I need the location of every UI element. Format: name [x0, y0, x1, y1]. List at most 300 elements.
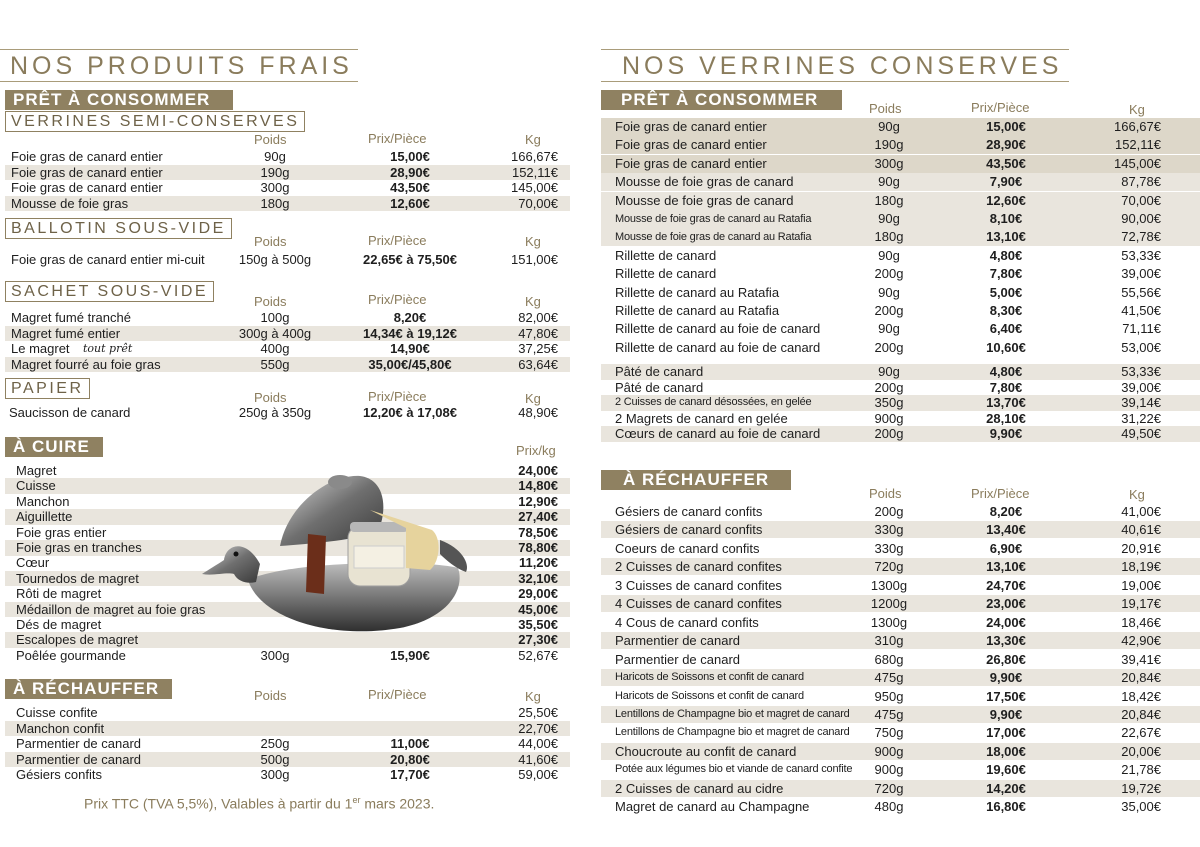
right-title-rule-top	[601, 49, 1069, 50]
item-poids: 475g	[874, 670, 904, 686]
table-row	[601, 210, 1200, 228]
item-kg: 63,64€	[518, 356, 558, 372]
hdr-prix: Prix/Pièce	[971, 486, 1030, 501]
item-name: Choucroute au confit de canard	[615, 743, 797, 759]
item-prix: 8,10€	[989, 211, 1023, 226]
item-poids: 200g	[874, 339, 904, 355]
item-poids: 400g	[260, 341, 290, 356]
item-prix: 28,10€	[986, 410, 1026, 426]
hdr-poids: Poids	[254, 390, 287, 405]
item-kg: 22,70€	[518, 720, 558, 736]
item-name: Magret fumé tranché	[11, 310, 131, 325]
hdr-prix-kg: Prix/kg	[516, 443, 556, 458]
item-poids: 1200g	[870, 596, 908, 612]
item-prix: 9,90€	[989, 426, 1023, 441]
item-poids: 180g	[874, 229, 904, 245]
table-row	[601, 521, 1200, 538]
item-poids: 190g	[260, 164, 290, 180]
item-name: Coeurs de canard confits	[615, 540, 760, 556]
item-poids: 150g à 500g	[238, 252, 312, 267]
item-kg: 53,00€	[1121, 339, 1161, 355]
item-prix: 27,40€	[518, 509, 558, 525]
item-kg: 35,00€	[1121, 799, 1161, 815]
item-prix: 15,00€	[390, 149, 430, 164]
hdr-poids: Poids	[869, 101, 902, 116]
item-prix: 29,00€	[518, 586, 558, 602]
item-prix: 35,00€/45,80€	[368, 356, 452, 372]
item-poids: 200g	[874, 504, 904, 519]
item-name: Mousse de foie gras de canard au Ratafia	[615, 231, 812, 244]
item-name: Parmentier de canard	[615, 633, 741, 649]
table-row	[601, 192, 1200, 210]
item-prix: 4,80€	[989, 364, 1023, 379]
table-row	[5, 405, 570, 421]
table-row	[601, 724, 1200, 741]
table-row	[601, 136, 1200, 154]
item-kg: 72,78€	[1121, 229, 1161, 245]
item-name: Parmentier de canard	[16, 751, 142, 767]
table-row	[5, 149, 570, 165]
item-name: Poêlée gourmande	[16, 647, 126, 663]
item-poids: 900g	[874, 762, 904, 778]
item-poids: 300g	[260, 647, 290, 663]
item-kg: 71,11€	[1122, 321, 1161, 337]
left-title-rule-bottom	[0, 81, 358, 82]
item-name: Foie gras entier	[16, 524, 107, 540]
item-kg: 87,78€	[1121, 174, 1161, 190]
item-name: Escalopes de magret	[16, 632, 139, 648]
item-name: Cuisse	[16, 478, 56, 494]
item-kg: 151,00€	[511, 252, 558, 267]
table-row	[5, 341, 570, 357]
hdr-prix: Prix/Pièce	[368, 389, 427, 404]
item-name: 4 Cous de canard confits	[615, 614, 759, 630]
section-label-papier: PAPIER	[5, 378, 90, 399]
item-name: 2 Magrets de canard en gelée	[615, 410, 788, 426]
table-row	[601, 284, 1200, 302]
table-row	[601, 339, 1200, 357]
item-prix: 32,10€	[518, 570, 558, 586]
table-row	[601, 614, 1200, 631]
item-name: Rillette de canard au foie de canard	[615, 321, 821, 337]
item-name: Lentillons de Champagne bio et magret de canard	[615, 707, 850, 720]
table-row	[601, 632, 1200, 649]
item-poids: 90g	[878, 284, 900, 300]
item-name: Cœurs de canard au foie de canard	[615, 426, 821, 441]
item-poids: 300g à 400g	[238, 325, 312, 341]
item-prix: 43,50€	[390, 180, 430, 195]
item-kg: 44,00€	[518, 736, 558, 751]
item-kg: 41,00€	[1121, 504, 1161, 519]
item-prix: 13,40€	[986, 522, 1026, 538]
item-poids: 90g	[878, 174, 900, 190]
item-kg: 22,67€	[1121, 725, 1161, 741]
item-prix: 7,90€	[989, 174, 1023, 190]
right-title: NOS VERRINES CONSERVES	[622, 52, 1063, 80]
footer-end: mars 2023.	[360, 795, 435, 812]
table-row	[601, 577, 1200, 594]
item-name: Mousse de foie gras	[11, 195, 129, 211]
table-row	[601, 380, 1200, 396]
item-prix: 22,65€ à 75,50€	[363, 252, 457, 267]
left-rechauffer-band: À RÉCHAUFFER	[5, 679, 172, 699]
item-prix: 24,00€	[986, 614, 1026, 630]
item-name: Magret	[16, 463, 57, 478]
hdr-prix: Prix/Pièce	[368, 131, 427, 146]
item-name: Rillette de canard au Ratafia	[615, 303, 780, 318]
hdr-poids: Poids	[254, 234, 287, 249]
item-name: Potée aux légumes bio et viande de canard confite	[615, 763, 853, 776]
item-poids: 1300g	[870, 614, 908, 630]
item-kg: 20,00€	[1121, 743, 1161, 759]
table-row	[601, 651, 1200, 668]
item-prix: 17,00€	[986, 725, 1026, 741]
item-name: Gésiers confits	[16, 767, 102, 782]
table-row	[5, 310, 570, 326]
item-prix: 27,30€	[518, 632, 558, 648]
item-kg: 145,00€	[511, 180, 558, 195]
item-prix: 15,00€	[986, 119, 1026, 134]
item-kg: 41,50€	[1121, 303, 1161, 318]
item-poids: 190g	[874, 137, 904, 153]
item-name: Pâté de canard	[615, 379, 704, 395]
item-poids: 300g	[260, 767, 290, 782]
item-name: Rillette de canard au Ratafia	[615, 284, 780, 300]
item-name: Magret fumé entier	[11, 325, 121, 341]
table-row	[601, 426, 1200, 442]
item-poids: 200g	[874, 266, 904, 282]
table-row	[601, 706, 1200, 723]
table-row	[601, 558, 1200, 575]
item-kg: 21,78€	[1121, 762, 1161, 778]
item-kg: 39,00€	[1121, 266, 1161, 282]
table-row	[601, 503, 1200, 520]
item-name: Saucisson de canard	[9, 405, 131, 420]
item-prix: 8,30€	[989, 303, 1023, 318]
table-row	[5, 705, 570, 721]
item-prix: 14,20€	[986, 780, 1026, 796]
table-row	[601, 395, 1200, 411]
item-piece: 15,90€	[390, 647, 430, 663]
hdr-poids: Poids	[254, 132, 287, 147]
left-title: NOS PRODUITS FRAIS	[10, 52, 353, 80]
table-row	[601, 118, 1200, 136]
item-poids: 90g	[878, 119, 900, 134]
table-row	[601, 155, 1200, 173]
item-name: Foie gras de canard entier	[615, 119, 767, 134]
table-row	[5, 648, 570, 664]
item-name: Dés de magret	[16, 617, 102, 632]
item-name: Parmentier de canard	[16, 736, 142, 751]
item-prix: 23,00€	[986, 596, 1026, 612]
table-row	[601, 688, 1200, 705]
right-pret-band: PRÊT À CONSOMMER	[601, 90, 842, 110]
item-poids: 500g	[260, 751, 290, 767]
item-kg: 18,19€	[1121, 559, 1161, 575]
item-kg: 166,67€	[1114, 119, 1161, 134]
item-prix: 43,50€	[986, 155, 1026, 171]
item-poids: 90g	[878, 321, 900, 337]
table-row	[601, 780, 1200, 797]
table-row	[601, 411, 1200, 427]
item-poids: 475g	[874, 706, 904, 722]
item-kg: 19,17€	[1121, 596, 1161, 612]
item-prix: 26,80€	[986, 651, 1026, 667]
table-row	[5, 180, 570, 196]
item-prix: 12,90€	[518, 493, 558, 509]
table-row	[601, 228, 1200, 246]
item-kg: 53,33€	[1121, 247, 1161, 263]
item-name: Lentillons de Champagne bio et magret de canard	[615, 726, 850, 739]
table-row	[5, 357, 570, 373]
item-name: Médaillon de magret au foie gras	[16, 601, 206, 617]
item-kg: 20,84€	[1121, 670, 1161, 686]
item-poids: 900g	[874, 410, 904, 426]
table-row	[601, 265, 1200, 283]
table-row	[5, 326, 570, 342]
item-name: Aiguillette	[16, 509, 73, 525]
item-name: Gésiers de canard confits	[615, 504, 763, 519]
item-prix: 6,90€	[989, 540, 1023, 556]
item-prix: 16,80€	[986, 799, 1026, 815]
item-name: Le magret	[11, 341, 70, 356]
item-name: Haricots de Soissons et confit de canard	[615, 671, 804, 684]
item-name: Gésiers de canard confits	[615, 522, 763, 538]
hdr-kg: Kg	[1129, 102, 1145, 117]
item-poids: 300g	[260, 180, 290, 195]
item-prix: 17,50€	[986, 688, 1026, 704]
item-prix: 12,60€	[986, 192, 1026, 208]
item-name: Foie gras de canard entier	[615, 137, 767, 153]
item-poids: 750g	[874, 725, 904, 741]
item-poids: 950g	[874, 688, 904, 704]
item-name: Rillette de canard	[615, 266, 717, 282]
item-name: Foie gras de canard entier mi-cuit	[11, 252, 205, 267]
item-prix: 12,60€	[390, 195, 430, 211]
item-kg: 25,50€	[518, 705, 558, 720]
item-poids: 720g	[874, 780, 904, 796]
item-name: 2 Cuisses de canard au cidre	[615, 780, 784, 796]
item-prix: 4,80€	[989, 247, 1023, 263]
item-kg: 39,14€	[1121, 395, 1161, 410]
item-prix: 9,90€	[989, 670, 1023, 686]
item-kg: 70,00€	[518, 195, 558, 211]
item-prix: 78,50€	[518, 524, 558, 540]
item-prix: 14,90€	[390, 341, 430, 356]
item-prix: 13,10€	[986, 229, 1026, 245]
item-poids: 250g	[260, 736, 290, 751]
table-row	[601, 173, 1200, 191]
item-poids: 250g à 350g	[238, 405, 312, 420]
item-kg: 18,42€	[1121, 688, 1161, 704]
hdr-kg: Kg	[525, 689, 541, 704]
item-kg: 40,61€	[1121, 522, 1161, 538]
item-kg: 49,50€	[1121, 426, 1161, 441]
item-name-script: tout prêt	[83, 342, 133, 355]
hdr-prix: Prix/Pièce	[971, 100, 1030, 115]
item-prix: 11,00€	[390, 736, 430, 751]
item-prix: 6,40€	[989, 321, 1023, 337]
item-kg: 145,00€	[1114, 155, 1161, 171]
footer-text: Prix TTC (TVA 5,5%), Valables à partir du 1	[84, 795, 353, 812]
item-kg: 70,00€	[1121, 192, 1161, 208]
item-poids: 90g	[878, 364, 900, 379]
item-name: Pâté de canard	[615, 364, 704, 379]
item-name: Rillette de canard au foie de canard	[615, 339, 821, 355]
item-poids: 300g	[874, 155, 904, 171]
item-poids: 480g	[874, 799, 904, 815]
item-poids: 90g	[878, 247, 900, 263]
table-row	[5, 196, 570, 212]
table-row	[601, 669, 1200, 686]
item-name: Foie gras de canard entier	[11, 180, 163, 195]
item-prix: 35,50€	[518, 617, 558, 632]
left-title-rule-top	[0, 49, 358, 50]
item-kg: 42,90€	[1121, 633, 1161, 649]
item-name: Foie gras de canard entier	[11, 164, 163, 180]
hdr-poids: Poids	[254, 294, 287, 309]
table-row	[5, 165, 570, 181]
item-name: 4 Cuisses de canard confites	[615, 596, 782, 612]
item-prix: 13,70€	[986, 395, 1026, 410]
table-row	[5, 252, 570, 268]
table-row	[601, 320, 1200, 338]
duck-tureen-illustration	[200, 468, 472, 636]
item-prix: 14,34€ à 19,12€	[363, 325, 457, 341]
item-prix: 13,10€	[986, 559, 1026, 575]
item-name: 2 Cuisses de canard désossées, en gelée	[615, 396, 812, 408]
item-prix: 8,20€	[989, 504, 1023, 519]
footer-sup: er	[352, 795, 361, 805]
section-label-ballotin: BALLOTIN SOUS-VIDE	[5, 218, 232, 239]
item-prix: 28,90€	[390, 164, 430, 180]
hdr-kg: Kg	[1129, 487, 1145, 502]
item-name: Manchon confit	[16, 720, 105, 736]
item-poids: 330g	[874, 540, 904, 556]
item-kg: 152,11€	[511, 164, 558, 180]
item-poids: 90g	[264, 149, 286, 164]
item-prix: 24,00€	[518, 463, 558, 478]
table-row	[5, 721, 570, 737]
item-poids: 720g	[874, 559, 904, 575]
item-prix: 13,30€	[986, 633, 1026, 649]
item-kg: 48,90€	[518, 405, 558, 420]
item-poids: 550g	[260, 356, 290, 372]
table-row	[5, 767, 570, 783]
table-row	[5, 736, 570, 752]
item-prix: 45,00€	[518, 601, 558, 617]
table-row	[601, 743, 1200, 760]
item-name: 3 Cuisses de canard confites	[615, 577, 782, 593]
table-row	[601, 761, 1200, 778]
item-name: Mousse de foie gras de canard	[615, 192, 794, 208]
right-title-rule-bottom	[601, 81, 1069, 82]
item-poids: 200g	[874, 426, 904, 441]
item-kg: 37,25€	[518, 341, 558, 356]
item-kg: 53,33€	[1121, 364, 1161, 379]
item-kg: 18,46€	[1121, 614, 1161, 630]
item-prix: 17,70€	[390, 767, 430, 782]
item-prix: 19,60€	[986, 762, 1026, 778]
item-kg: 20,84€	[1121, 706, 1161, 722]
item-poids: 310g	[874, 633, 904, 649]
table-row	[601, 302, 1200, 320]
item-kg: 82,00€	[518, 310, 558, 325]
table-row	[601, 540, 1200, 557]
item-name: Magret fourré au foie gras	[11, 356, 161, 372]
item-name: Mousse de foie gras de canard	[615, 174, 794, 190]
table-row	[5, 752, 570, 768]
hdr-poids: Poids	[869, 486, 902, 501]
item-prix: 20,80€	[390, 751, 430, 767]
left-pret-band: PRÊT À CONSOMMER	[5, 90, 233, 110]
hdr-kg: Kg	[525, 294, 541, 309]
item-prix: 5,00€	[989, 284, 1023, 300]
item-name: Rôti de magret	[16, 586, 102, 602]
item-kg: 19,72€	[1121, 780, 1161, 796]
item-name: Manchon	[16, 493, 70, 509]
item-name: Magret de canard au Champagne	[615, 799, 810, 815]
item-poids: 180g	[260, 195, 290, 211]
item-prix: 24,70€	[986, 577, 1026, 593]
item-prix: 9,90€	[989, 706, 1023, 722]
item-poids: 350g	[874, 395, 904, 410]
price-footer	[84, 795, 434, 812]
item-name: Haricots de Soissons et confit de canard	[615, 689, 804, 702]
section-label-sachet: SACHET SOUS-VIDE	[5, 281, 214, 302]
item-poids: 100g	[260, 310, 290, 325]
item-poids: 1300g	[870, 577, 908, 593]
item-poids: 90g	[878, 211, 900, 226]
item-poids: 180g	[874, 192, 904, 208]
hdr-kg: Kg	[525, 234, 541, 249]
item-kg: 31,22€	[1121, 410, 1161, 426]
item-prix: 14,80€	[518, 478, 558, 494]
item-name: Foie gras de canard entier	[11, 149, 163, 164]
item-name: Cœur	[16, 555, 50, 571]
item-name: Mousse de foie gras de canard au Ratafia	[615, 213, 812, 225]
item-name: Parmentier de canard	[615, 651, 741, 667]
hdr-prix: Prix/Pièce	[368, 292, 427, 307]
item-kg: 166,67€	[511, 149, 558, 164]
item-name: Rillette de canard	[615, 247, 717, 263]
item-prix: 12,20€ à 17,08€	[363, 405, 457, 420]
item-prix: 78,80€	[518, 540, 558, 555]
item-name: Tournedos de magret	[16, 570, 139, 586]
item-prix: 18,00€	[986, 743, 1026, 759]
item-poids: 200g	[874, 379, 904, 395]
item-kg: 90,00€	[1121, 211, 1161, 226]
table-row	[601, 595, 1200, 612]
item-prix: 52,67€	[518, 647, 558, 663]
item-prix: 7,80€	[989, 266, 1023, 282]
item-poids: 330g	[874, 522, 904, 538]
item-kg: 55,56€	[1121, 284, 1161, 300]
table-row	[601, 247, 1200, 265]
cuire-band: À CUIRE	[5, 437, 103, 457]
item-poids: 680g	[874, 651, 904, 667]
item-name: Cuisse confite	[16, 705, 98, 720]
item-name: Foie gras de canard entier	[615, 155, 767, 171]
hdr-kg: Kg	[525, 132, 541, 147]
item-poids: 900g	[874, 743, 904, 759]
item-prix: 7,80€	[989, 379, 1023, 395]
item-kg: 19,00€	[1121, 577, 1161, 593]
hdr-poids: Poids	[254, 688, 287, 703]
item-prix: 10,60€	[986, 339, 1026, 355]
item-prix: 28,90€	[986, 137, 1026, 153]
table-row	[601, 364, 1200, 380]
